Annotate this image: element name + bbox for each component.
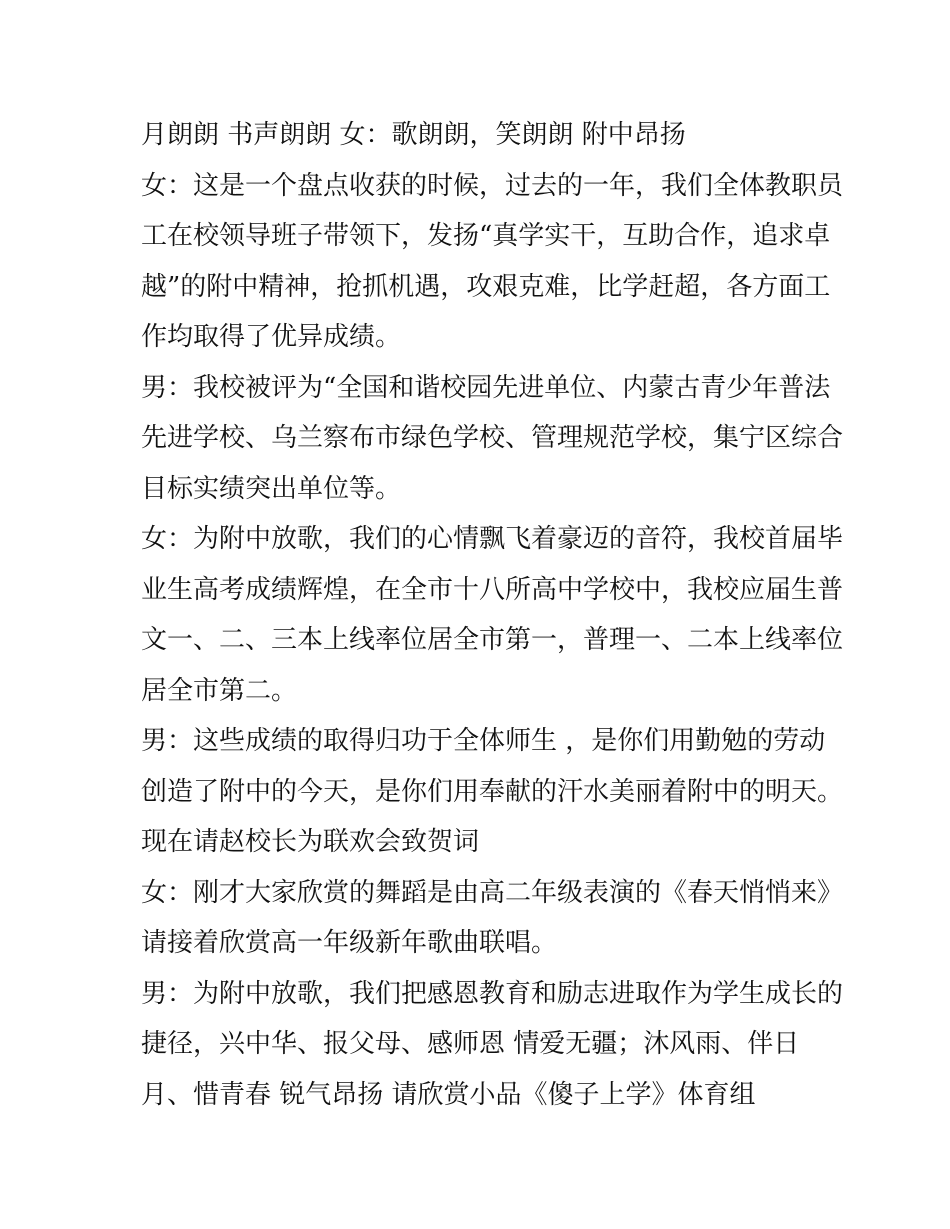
text-line: 女：刚才大家欣赏的舞蹈是由高二年级表演的《春天悄悄来》 — [141, 877, 844, 908]
text-line: 业生高考成绩辉煌，在全市十八所高中学校中，我校应届生普 — [141, 574, 844, 605]
text-line: 月、惜青春 锐气昂扬 请欣赏小品《傻子上学》体育组 — [141, 1079, 756, 1110]
text-line: 现在请赵校长为联欢会致贺词 — [141, 827, 480, 857]
text-line: 工在校领导班子带领下，发扬“真学实干，互助合作，追求卓 — [141, 221, 831, 251]
text-line: 目标实绩突出单位等。 — [141, 473, 402, 504]
text-line: 请接着欣赏高一年级新年歌曲联唱。 — [141, 928, 558, 958]
text-line: 男：我校被评为“全国和谐校园先进单位、内蒙古青少年普法 — [141, 372, 831, 403]
text-line: 女：这是一个盘点收获的时候，过去的一年，我们全体教职员 — [141, 170, 844, 201]
document-body — [141, 110, 844, 1120]
text-line: 文一、二、三本上线率位居全市第一，普理一、二本上线率位 — [141, 625, 844, 655]
text-line: 越”的附中精神，抢抓机遇，攻艰克难，比学赶超，各方面工 — [141, 271, 831, 302]
text-line: 创造了附中的今天，是你们用奉献的汗水美丽着附中的明天。 — [141, 776, 844, 807]
text-line: 居全市第二。 — [141, 675, 298, 706]
text-line: 男：为附中放歌，我们把感恩教育和励志进取作为学生成长的 — [141, 978, 844, 1009]
text-line: 月朗朗 书声朗朗 女：歌朗朗，笑朗朗 附中昂扬 — [141, 120, 686, 150]
text-line: 女：为附中放歌，我们的心情飘飞着豪迈的音符，我校首届毕 — [141, 524, 844, 554]
text-line: 捷径，兴中华、报父母、感师恩 情爱无疆；沐风雨、伴日 — [141, 1029, 800, 1059]
text-line: 作均取得了优异成绩。 — [141, 322, 402, 352]
text-line: 男：这些成绩的取得归功于全体师生 ，是你们用勤勉的劳动 — [141, 726, 826, 756]
text-line: 先进学校、乌兰察布市绿色学校、管理规范学校，集宁区综合 — [141, 423, 844, 453]
